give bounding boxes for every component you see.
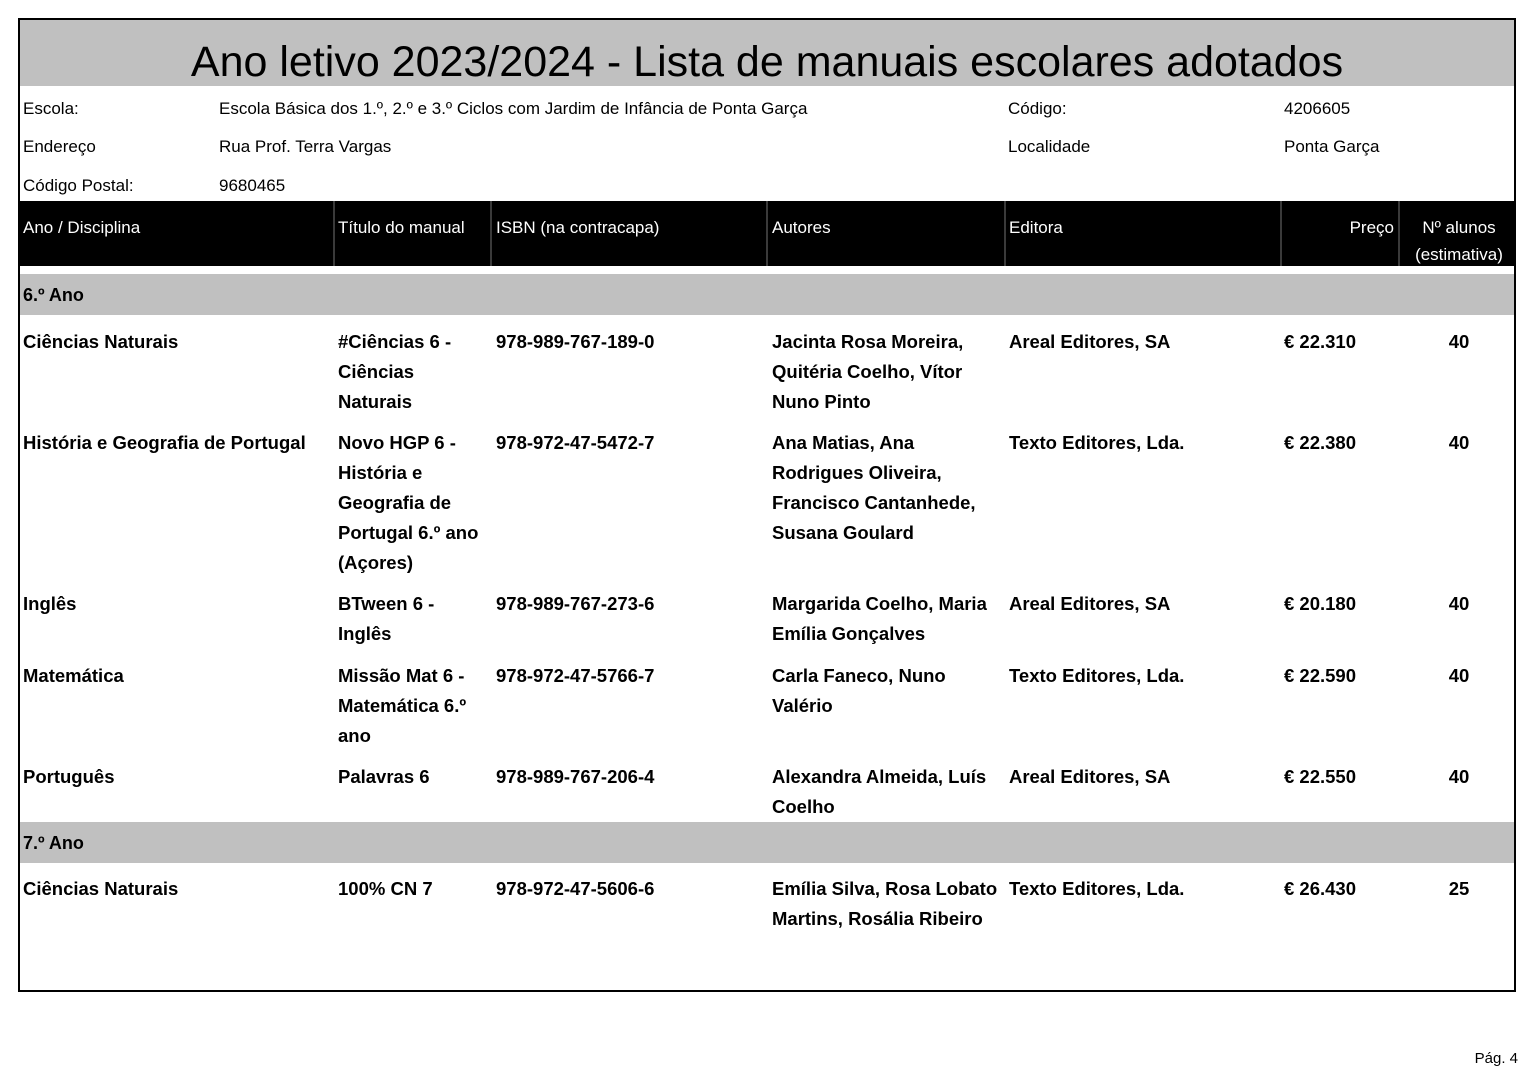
cell-disciplina: Português	[23, 766, 115, 787]
header-preco: Preço	[1349, 218, 1394, 237]
cell-preco: € 22.550	[1284, 766, 1357, 787]
cell-isbn: 978-972-47-5766-7	[496, 665, 655, 686]
cell-alunos: 40	[1448, 432, 1470, 453]
cell-autores: Emília Silva, Rosa Lobato Martins, Rosália Ribeiro	[772, 878, 998, 929]
endereco-label: Endereço	[23, 137, 96, 156]
cell-alunos: 25	[1448, 878, 1470, 899]
localidade-value: Ponta Garça	[1284, 137, 1380, 156]
cell-isbn: 978-972-47-5472-7	[496, 432, 655, 453]
column-divider	[1398, 201, 1400, 266]
cell-isbn: 978-989-767-273-6	[496, 593, 655, 614]
cell-autores: Alexandra Almeida, Luís Coelho	[772, 766, 987, 817]
cell-preco: € 26.430	[1284, 878, 1357, 899]
cell-titulo: #Ciências 6 - Ciências Naturais	[338, 331, 452, 412]
escola-value: Escola Básica dos 1.º, 2.º e 3.º Ciclos com Jardim de Infância de Ponta Garça	[219, 99, 808, 118]
header-alunos	[1402, 214, 1516, 268]
cell-titulo: 100% CN 7	[338, 878, 433, 899]
cell-isbn: 978-989-767-189-0	[496, 331, 655, 352]
cell-alunos: 40	[1448, 331, 1470, 352]
cell-autores: Carla Faneco, Nuno Valério	[772, 665, 946, 716]
cell-editora: Areal Editores, SA	[1009, 331, 1171, 352]
cell-alunos: 40	[1448, 665, 1470, 686]
cell-preco: € 22.590	[1284, 665, 1357, 686]
cell-editora: Areal Editores, SA	[1009, 766, 1171, 787]
cell-autores: Ana Matias, Ana Rodrigues Oliveira, Francisco Cantanhede, Susana Goulard	[772, 432, 976, 543]
postal-value: 9680465	[219, 176, 286, 195]
column-divider	[766, 201, 768, 266]
document-frame	[18, 18, 1516, 992]
cell-autores: Margarida Coelho, Maria Emília Gonçalves	[772, 593, 987, 644]
header-alunos-line2: (estimativa)	[1415, 245, 1503, 264]
cell-isbn: 978-972-47-5606-6	[496, 878, 655, 899]
header-editora: Editora	[1009, 218, 1063, 237]
column-divider	[490, 201, 492, 266]
cell-isbn: 978-989-767-206-4	[496, 766, 655, 787]
cell-preco: € 20.180	[1284, 593, 1357, 614]
cell-disciplina: Inglês	[23, 593, 77, 614]
postal-label: Código Postal:	[23, 176, 134, 195]
cell-editora: Areal Editores, SA	[1009, 593, 1171, 614]
cell-disciplina: Matemática	[23, 665, 124, 686]
title-bar	[20, 20, 1514, 86]
escola-label: Escola:	[23, 99, 79, 118]
section-7-ano	[20, 822, 1514, 863]
cell-preco: € 22.310	[1284, 331, 1357, 352]
cell-editora: Texto Editores, Lda.	[1009, 878, 1185, 899]
cell-preco: € 22.380	[1284, 432, 1357, 453]
cell-autores: Jacinta Rosa Moreira, Quitéria Coelho, Vítor Nuno Pinto	[772, 331, 964, 412]
cell-titulo: Novo HGP 6 - História e Geografia de Portugal 6.º ano (Açores)	[338, 432, 479, 573]
cell-titulo: Palavras 6	[338, 766, 430, 787]
section-6-ano	[20, 274, 1514, 315]
column-divider	[1004, 201, 1006, 266]
header-titulo: Título do manual	[338, 218, 465, 237]
cell-alunos: 40	[1448, 593, 1470, 614]
cell-alunos: 40	[1448, 766, 1470, 787]
localidade-label: Localidade	[1008, 137, 1091, 156]
cell-disciplina: Ciências Naturais	[23, 878, 179, 899]
endereco-value: Rua Prof. Terra Vargas	[219, 137, 392, 156]
header-autores: Autores	[772, 218, 831, 237]
cell-disciplina: Ciências Naturais	[23, 331, 179, 352]
codigo-label: Código:	[1008, 99, 1067, 118]
cell-titulo: Missão Mat 6 - Matemática 6.º ano	[338, 665, 467, 746]
page-title: Ano letivo 2023/2024 - Lista de manuais escolares adotados	[190, 38, 1344, 86]
header-isbn: ISBN (na contracapa)	[496, 218, 660, 237]
page-number: Pág. 4	[1474, 1050, 1518, 1067]
column-divider	[333, 201, 335, 266]
section-label: 6.º Ano	[23, 285, 84, 305]
column-divider	[1280, 201, 1282, 266]
section-label: 7.º Ano	[23, 833, 84, 853]
header-alunos-line1: Nº alunos	[1422, 218, 1496, 237]
header-disciplina: Ano / Disciplina	[23, 218, 141, 237]
cell-titulo: BTween 6 - Inglês	[338, 593, 435, 644]
cell-editora: Texto Editores, Lda.	[1009, 432, 1185, 453]
cell-editora: Texto Editores, Lda.	[1009, 665, 1185, 686]
cell-disciplina: História e Geografia de Portugal	[23, 432, 306, 453]
codigo-value: 4206605	[1284, 99, 1351, 118]
table-header	[20, 201, 1514, 266]
